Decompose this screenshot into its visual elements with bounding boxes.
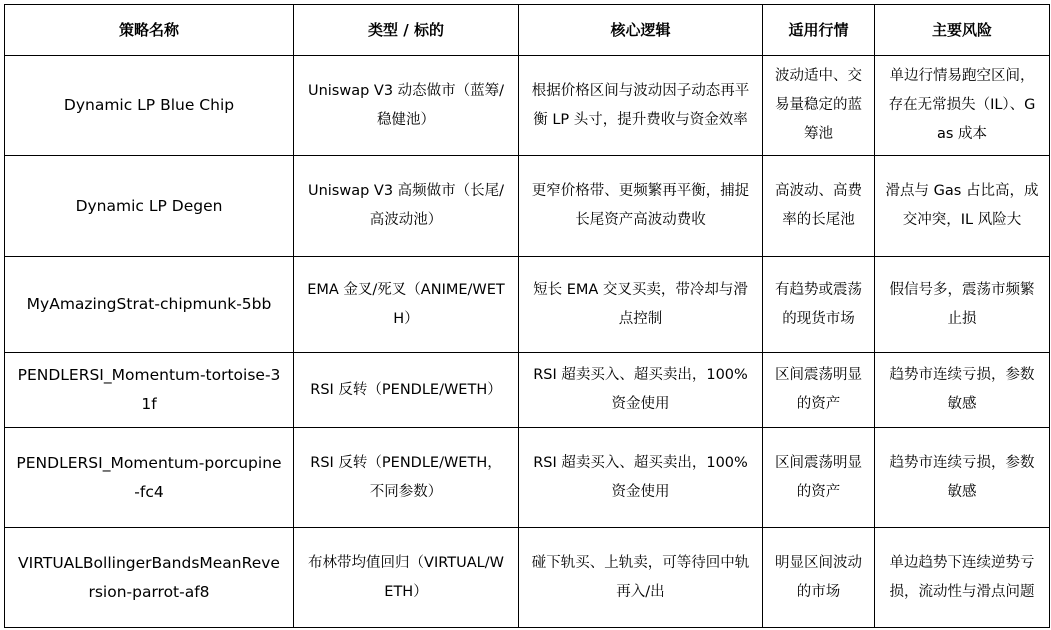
cell-strategy-name: PENDLERSI_Momentum-porcupine-fc4 [5, 428, 294, 528]
cell-strategy-name: PENDLERSI_Momentum-tortoise-31f [5, 353, 294, 428]
cell-strategy-name: Dynamic LP Blue Chip [5, 56, 294, 156]
cell-type-target: Uniswap V3 高频做市（长尾/高波动池） [294, 156, 519, 257]
cell-type-target: 布林带均值回归（VIRTUAL/WETH） [294, 528, 519, 628]
cell-market-condition: 波动适中、交易量稳定的蓝筹池 [763, 56, 875, 156]
header-main-risk: 主要风险 [875, 5, 1050, 56]
cell-main-risk: 趋势市连续亏损，参数敏感 [875, 428, 1050, 528]
header-market-condition: 适用行情 [763, 5, 875, 56]
cell-main-risk: 滑点与 Gas 占比高，成交冲突，IL 风险大 [875, 156, 1050, 257]
cell-market-condition: 区间震荡明显的资产 [763, 353, 875, 428]
cell-type-target: EMA 金叉/死叉（ANIME/WETH） [294, 257, 519, 353]
cell-core-logic: 根据价格区间与波动因子动态再平衡 LP 头寸，提升费收与资金效率 [519, 56, 763, 156]
cell-strategy-name: MyAmazingStrat-chipmunk-5bb [5, 257, 294, 353]
cell-core-logic: 短长 EMA 交叉买卖，带冷却与滑点控制 [519, 257, 763, 353]
header-strategy-name: 策略名称 [5, 5, 294, 56]
table-row [5, 428, 1050, 528]
table-header-row [5, 5, 1050, 56]
cell-market-condition: 区间震荡明显的资产 [763, 428, 875, 528]
header-type-target: 类型 / 标的 [294, 5, 519, 56]
cell-market-condition: 高波动、高费率的长尾池 [763, 156, 875, 257]
table-row [5, 353, 1050, 428]
cell-core-logic: RSI 超卖买入、超买卖出，100% 资金使用 [519, 353, 763, 428]
cell-core-logic: 更窄价格带、更频繁再平衡，捕捉长尾资产高波动费收 [519, 156, 763, 257]
cell-main-risk: 单边趋势下连续逆势亏损，流动性与滑点问题 [875, 528, 1050, 628]
header-core-logic: 核心逻辑 [519, 5, 763, 56]
cell-type-target: RSI 反转（PENDLE/WETH，不同参数） [294, 428, 519, 528]
cell-core-logic: RSI 超卖买入、超买卖出，100% 资金使用 [519, 428, 763, 528]
table-row [5, 257, 1050, 353]
cell-strategy-name: VIRTUALBollingerBandsMeanReversion-parrot-af8 [5, 528, 294, 628]
cell-main-risk: 趋势市连续亏损，参数敏感 [875, 353, 1050, 428]
cell-main-risk: 单边行情易跑空区间，存在无常损失（IL）、Gas 成本 [875, 56, 1050, 156]
cell-type-target: Uniswap V3 动态做市（蓝筹/稳健池） [294, 56, 519, 156]
strategy-table [4, 4, 1050, 628]
table-row [5, 156, 1050, 257]
table-row [5, 528, 1050, 628]
cell-strategy-name: Dynamic LP Degen [5, 156, 294, 257]
cell-type-target: RSI 反转（PENDLE/WETH） [294, 353, 519, 428]
cell-core-logic: 碰下轨买、上轨卖，可等待回中轨再入/出 [519, 528, 763, 628]
cell-market-condition: 有趋势或震荡的现货市场 [763, 257, 875, 353]
cell-main-risk: 假信号多，震荡市频繁止损 [875, 257, 1050, 353]
cell-market-condition: 明显区间波动的市场 [763, 528, 875, 628]
table-row [5, 56, 1050, 156]
